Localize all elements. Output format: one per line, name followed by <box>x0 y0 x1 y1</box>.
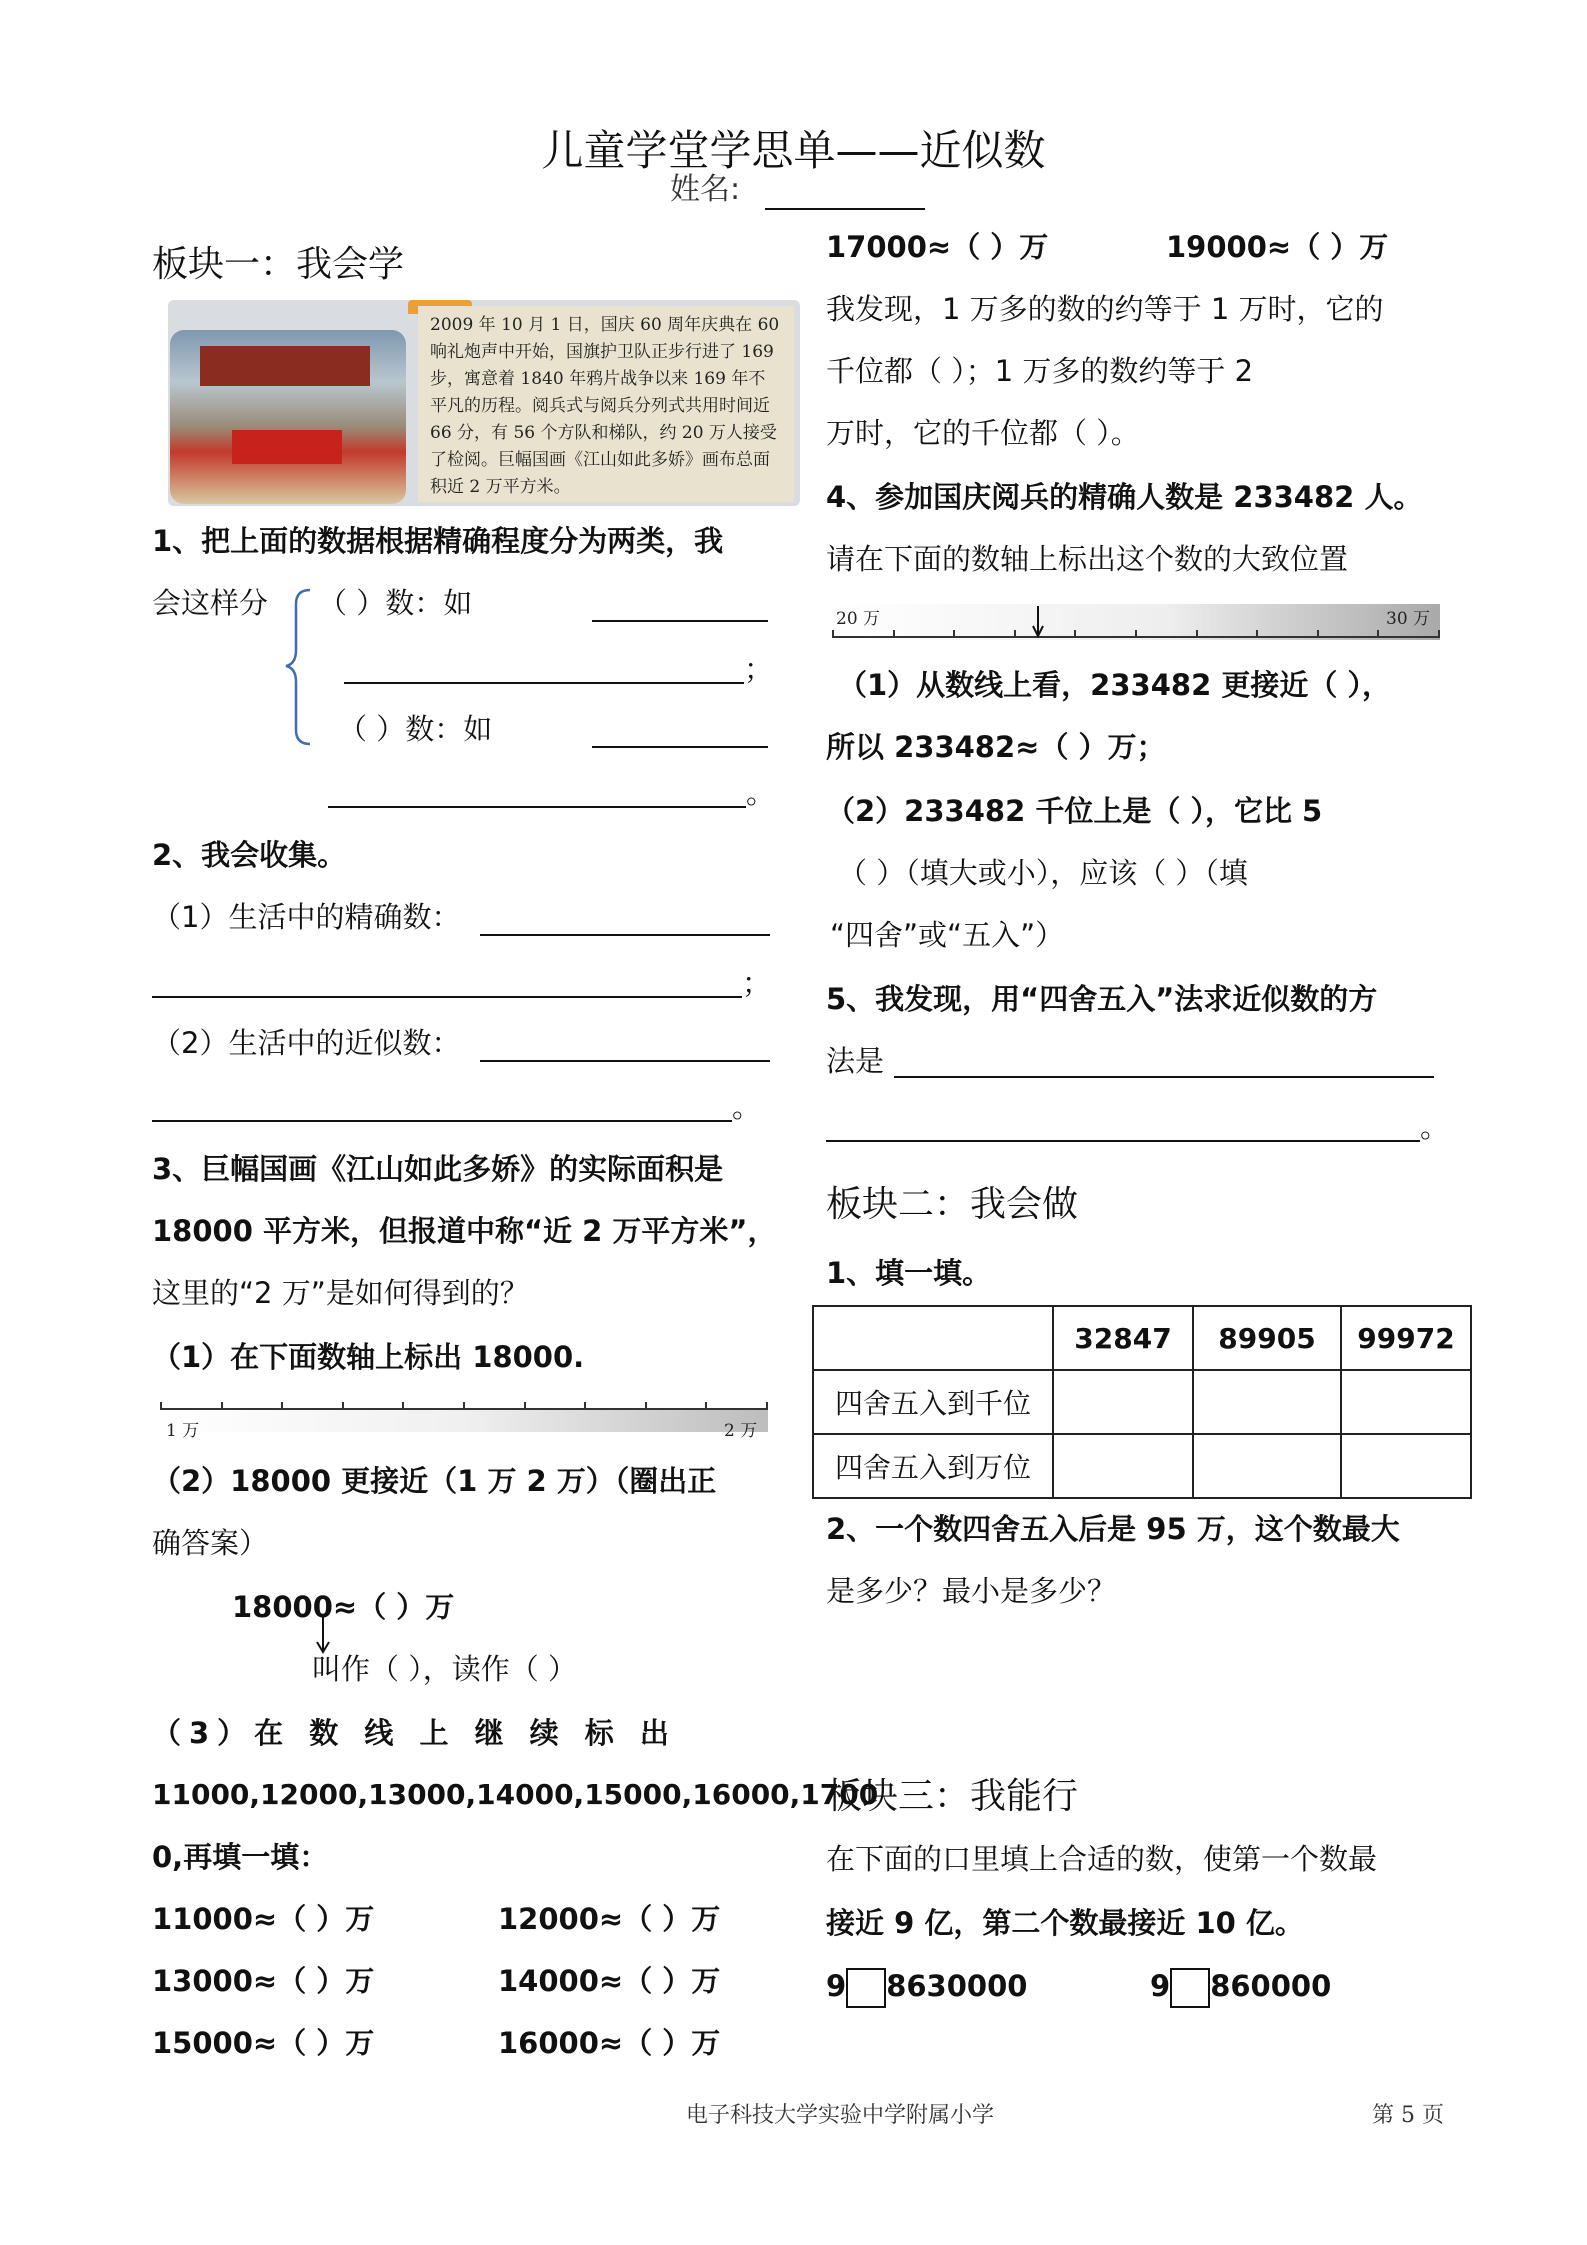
pointer-arrow-icon <box>1032 606 1044 638</box>
table-row <box>813 1370 1471 1434</box>
axis-tick <box>524 1402 526 1410</box>
axis2-right-label: 30 万 <box>1386 609 1431 629</box>
axis-tick <box>160 1402 162 1410</box>
q4-2-text-b: （ ）（填大或小），应该（ ）（填 <box>838 856 1248 890</box>
axis-tick <box>342 1402 344 1410</box>
axis-tick <box>953 630 955 638</box>
axis-tick <box>221 1402 223 1410</box>
discover-line2: 千位都（ ）；1 万多的数约等于 2 <box>826 354 1254 388</box>
fill-19000: 19000≈（ ）万 <box>1166 230 1389 264</box>
approx-sub: 叫作（ ），读作（ ） <box>312 1652 577 1686</box>
discover-line3: 万时，它的千位都（ ）。 <box>826 416 1140 450</box>
table-cell[interactable] <box>1053 1434 1193 1498</box>
number-line-1[interactable] <box>160 1398 768 1442</box>
fill-11000: 11000≈（ ）万 <box>152 1902 375 1936</box>
q1-category-a: （ ）数：如 <box>318 586 473 620</box>
digit-box-2[interactable] <box>1170 1968 1210 2008</box>
section3-line2: 接近 9 亿，第二个数最接近 10 亿。 <box>826 1906 1304 1940</box>
parade-image <box>170 330 406 504</box>
axis-tick <box>402 1402 404 1410</box>
q3-line2: 18000 平方米，但报道中称“近 2 万平方米”， <box>152 1214 777 1248</box>
axis-tick <box>645 1402 647 1410</box>
q4-line2: 请在下面的数轴上标出这个数的大致位置 <box>826 542 1349 576</box>
q1-semicolon: ； <box>744 652 774 686</box>
n2-suffix: 860000 <box>1210 1969 1332 2003</box>
approx-main: 18000≈（ ）万 <box>232 1590 455 1624</box>
page-title: 儿童学堂学思单——近似数 <box>541 126 1046 175</box>
q3-2-text-a: （2）18000 更接近（1 万 2 万）（圈出正 <box>152 1464 717 1498</box>
axis-tick <box>1135 630 1137 638</box>
row-label: 四舍五入到千位 <box>813 1370 1053 1434</box>
q5-blank-a[interactable] <box>894 1076 1434 1078</box>
q1-period: 。 <box>746 776 776 810</box>
q4-1-text-b: 所以 233482≈（ ）万； <box>826 730 1166 764</box>
brace-icon <box>284 588 314 748</box>
q3-1-text: （1）在下面数轴上标出 18000. <box>152 1340 585 1374</box>
axis1-left-label: 1 万 <box>166 1421 200 1441</box>
fill-16000: 16000≈（ ）万 <box>498 2026 721 2060</box>
n2-prefix: 9 <box>1150 1969 1171 2003</box>
q2-2-text: （2）生活中的近似数： <box>152 1026 461 1060</box>
axis-tick <box>1256 630 1258 638</box>
q1-category-b: （ ）数：如 <box>338 712 493 746</box>
q2-1-text: （1）生活中的精确数： <box>152 900 461 934</box>
section2-q1: 1、填一填。 <box>826 1256 992 1290</box>
q2-semicolon: ； <box>742 966 772 1000</box>
axis-tick <box>1438 630 1440 638</box>
q1-text: 1、把上面的数据根据精确程度分为两类，我 <box>152 524 724 558</box>
table-header-cell <box>813 1306 1053 1370</box>
arrow-down-icon <box>316 1616 330 1654</box>
fill-12000: 12000≈（ ）万 <box>498 1902 721 1936</box>
q3-3-text-c: 0,再填一填： <box>152 1840 329 1874</box>
fill-17000: 17000≈（ ）万 <box>826 230 1049 264</box>
footer-school: 电子科技大学实验中学附属小学 <box>686 2103 995 2128</box>
q1-blank-b1[interactable] <box>592 746 768 748</box>
table-header-cell: 32847 <box>1053 1306 1193 1370</box>
axis-tick <box>1196 630 1198 638</box>
q3-2-text-b: 确答案） <box>152 1526 269 1560</box>
name-label: 姓名: <box>670 172 741 207</box>
fill-15000: 15000≈（ ）万 <box>152 2026 375 2060</box>
q5-line1: 5、我发现，用“四舍五入”法求近似数的方 <box>826 982 1378 1016</box>
axis-tick <box>766 1402 768 1410</box>
section3-line1: 在下面的口里填上合适的数，使第一个数最 <box>826 1842 1378 1876</box>
q1-prefix: 会这样分 <box>152 586 269 620</box>
axis-tick <box>584 1402 586 1410</box>
axis-tick <box>1074 630 1076 638</box>
news-photo <box>168 300 800 506</box>
name-blank[interactable] <box>765 208 925 210</box>
q1-blank-b2[interactable] <box>328 806 746 808</box>
number-puzzle-2 <box>1150 1968 1331 2008</box>
axis-tick <box>281 1402 283 1410</box>
q3-line1: 3、巨幅国画《江山如此多娇》的实际面积是 <box>152 1152 724 1186</box>
q3-line3: 这里的“2 万”是如何得到的？ <box>152 1276 529 1310</box>
q1-blank-a1[interactable] <box>592 620 768 622</box>
q2-2-blank-a[interactable] <box>480 1060 770 1062</box>
q4-1-text-a: （1）从数线上看，233482 更接近（ ）， <box>838 668 1391 702</box>
table-header-cell: 89905 <box>1193 1306 1341 1370</box>
fill-14000: 14000≈（ ）万 <box>498 1964 721 1998</box>
axis-tick <box>1377 630 1379 638</box>
q2-2-blank-b[interactable] <box>152 1120 732 1122</box>
axis-tick <box>1317 630 1319 638</box>
q2-period: 。 <box>732 1090 762 1124</box>
q4-2-text-a: （2）233482 千位上是（ ），它比 5 <box>826 794 1323 828</box>
table-cell[interactable] <box>1341 1370 1471 1434</box>
discover-line1: 我发现，1 万多的数的约等于 1 万时，它的 <box>826 292 1384 326</box>
section2-heading: 板块二：我会做 <box>826 1184 1079 1225</box>
table-header-row <box>813 1306 1471 1370</box>
q4-line1: 4、参加国庆阅兵的精确人数是 233482 人。 <box>826 480 1423 514</box>
table-header-cell: 99972 <box>1341 1306 1471 1370</box>
q2-1-blank-a[interactable] <box>480 934 770 936</box>
fill-13000: 13000≈（ ）万 <box>152 1964 375 1998</box>
n1-suffix: 8630000 <box>886 1969 1028 2003</box>
axis-tick <box>463 1402 465 1410</box>
q5-period: 。 <box>1420 1110 1450 1144</box>
digit-box-1[interactable] <box>846 1968 886 2008</box>
q1-blank-a2[interactable] <box>344 682 744 684</box>
q5-line2: 法是 <box>826 1044 885 1078</box>
number-line-2[interactable] <box>832 600 1440 644</box>
table-cell[interactable] <box>1193 1370 1341 1434</box>
number-puzzle-1 <box>826 1968 1027 2008</box>
table-row <box>813 1434 1471 1498</box>
n1-prefix: 9 <box>826 1969 847 2003</box>
axis-tick <box>705 1402 707 1410</box>
table-cell[interactable] <box>1341 1434 1471 1498</box>
news-text: 2009 年 10 月 1 日，国庆 60 周年庆典在 60 响礼炮声中开始，国旗护卫队正步行进了 169 步，寓意着 1840 年鸦片战争以来 169 年不平凡的历程。阅兵式与阅兵分列式共用时间近 66 分，有 56 个方队和梯队，约 20 万人接受了检阅。巨幅国画《江山如此多娇》画布总面积近 2 万平方米。 <box>418 306 794 502</box>
table-cell[interactable] <box>1053 1370 1193 1434</box>
axis-tick <box>893 630 895 638</box>
q2-1-blank-b[interactable] <box>152 996 742 998</box>
q2-text: 2、我会收集。 <box>152 838 347 872</box>
q5-blank-b[interactable] <box>826 1140 1420 1142</box>
axis-tick <box>832 630 834 638</box>
axis-tick <box>1014 630 1016 638</box>
section1-heading: 板块一：我会学 <box>152 244 405 285</box>
q3-3-text-a: （3）在 数 线 上 继 续 标 出 <box>152 1716 677 1750</box>
section2-q2-line1: 2、一个数四舍五入后是 95 万，这个数最大 <box>826 1512 1400 1546</box>
q3-3-text-b: 11000,12000,13000,14000,15000,16000,1700 <box>152 1778 879 1811</box>
axis1-right-label: 2 万 <box>724 1421 758 1441</box>
q4-2-text-c: “四舍”或“五入”） <box>830 918 1065 952</box>
table-cell[interactable] <box>1193 1434 1341 1498</box>
row-label: 四舍五入到万位 <box>813 1434 1053 1498</box>
section2-q2-line2: 是多少？最小是多少？ <box>826 1574 1117 1608</box>
section3-heading: 板块三：我能行 <box>826 1776 1079 1817</box>
footer-page-number: 第 5 页 <box>1372 2103 1444 2128</box>
rounding-table <box>812 1305 1472 1499</box>
axis2-left-label: 20 万 <box>836 609 881 629</box>
